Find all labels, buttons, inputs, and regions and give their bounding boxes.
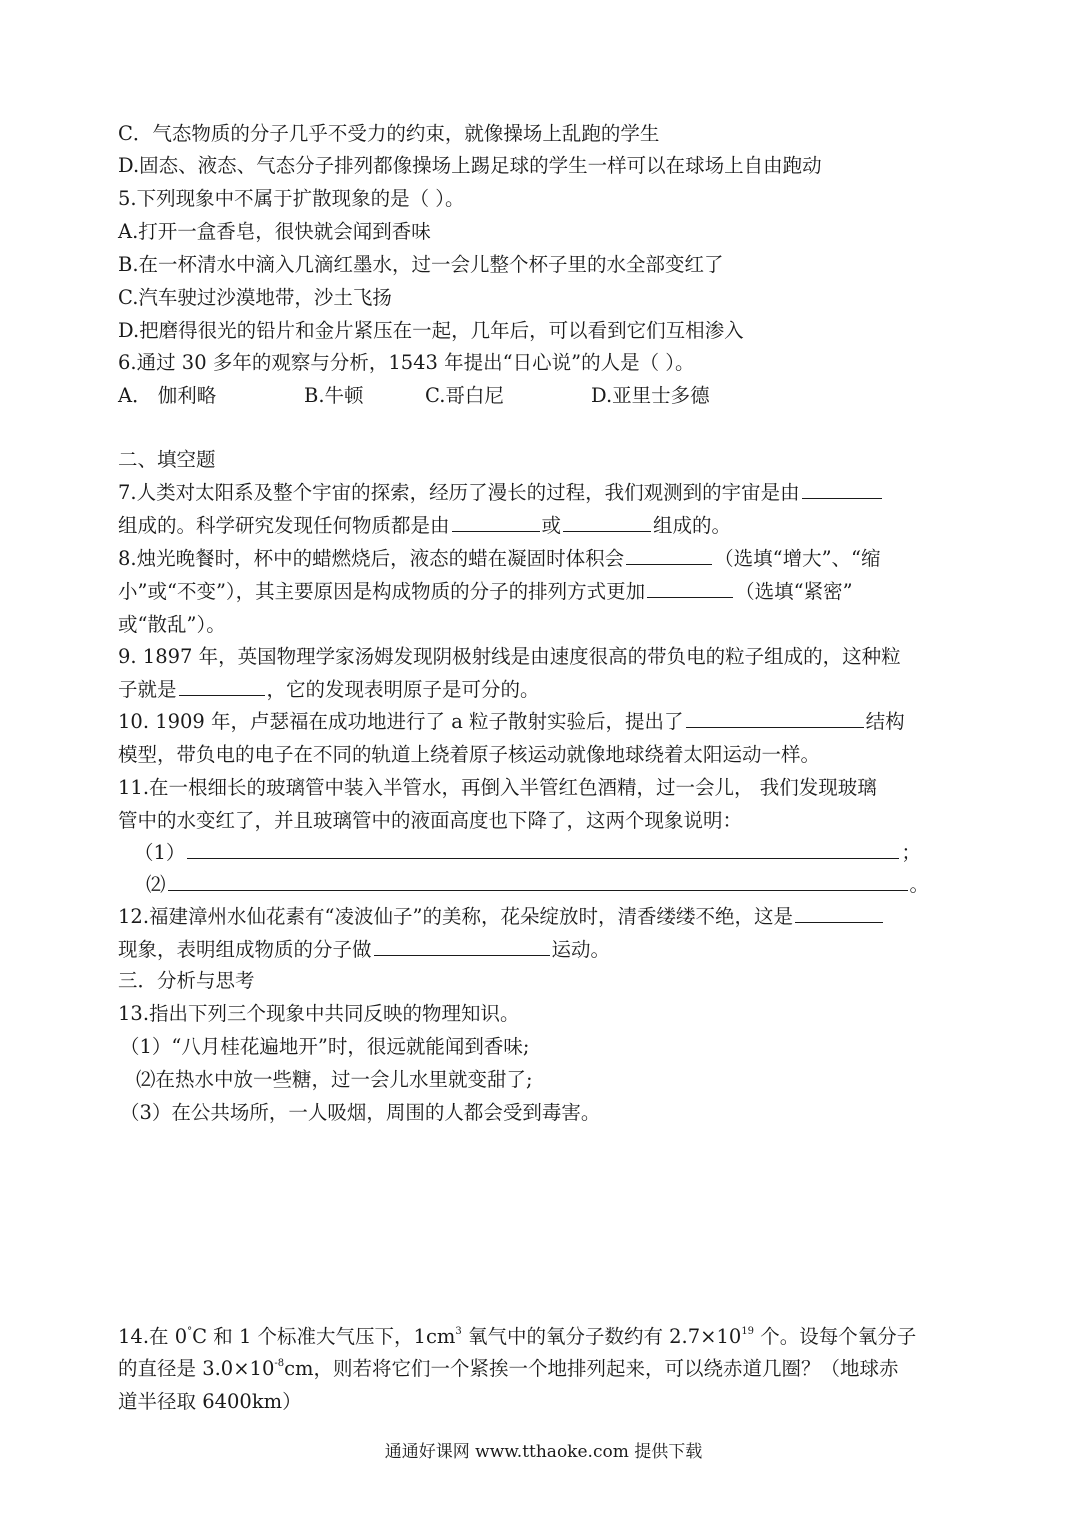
q8-text-3: 小”或“不变”），其主要原因是构成物质的分子的排列方式更加: [118, 580, 646, 603]
footer-credit: 通通好课网 www.tthaoke.com 提供下载: [384, 1442, 703, 1462]
q9-text-1: 子就是: [118, 678, 177, 701]
q13-stem: 13.指出下列三个现象中共同反映的物理知识。: [118, 1002, 520, 1025]
q13-sub-1: （1）“八月桂花遍地开”时，很远就能闻到香味;: [120, 1035, 530, 1058]
q4-option-c: C．气态物质的分子几乎不受力的约束，就像操场上乱跑的学生: [118, 122, 660, 145]
q12-text-3: 运动。: [551, 938, 611, 961]
answer-blank[interactable]: [452, 511, 540, 532]
q5-option-a: A.打开一盒香皂，很快就会闻到香味: [118, 220, 431, 243]
q14-text-4: 个。设每个氧分子: [754, 1325, 917, 1348]
q6-option-c: C.哥白尼: [425, 384, 504, 407]
q11-line-1: 11.在一根细长的玻璃管中装入半管水，再倒入半管红色酒精，过一会儿， 我们发现玻璃: [118, 776, 877, 799]
q10-line-2: 模型，带负电的电子在不同的轨道上绕着原子核运动就像地球绕着太阳运动一样。: [118, 743, 821, 766]
q14-text-1: 14.在 0: [118, 1325, 188, 1348]
q4-option-d: D.固态、液态、气态分子排列都像操场上踢足球的学生一样可以在球场上自由跑动: [118, 154, 822, 177]
q11-sub-2-label: ⑵: [146, 873, 166, 896]
q10-line-1: [118, 706, 978, 738]
q7-text-4: 组成的。: [653, 514, 732, 537]
exponent-sup: -8: [274, 1358, 285, 1369]
q11-sub-1: [134, 837, 994, 869]
cubic-sup: 3: [455, 1326, 462, 1337]
q9-text-2: ，它的发现表明原子是可分的。: [266, 678, 540, 701]
q11-sub-2-end: 。: [909, 873, 930, 896]
q7-text-1: 7.人类对太阳系及整个宇宙的探索，经历了漫长的过程，我们观测到的宇宙是由: [118, 481, 800, 504]
answer-blank[interactable]: [647, 577, 733, 598]
q8-line-2: [118, 576, 978, 608]
q14-line-1: [118, 1321, 978, 1353]
q14-line-3: 道半径取 6400km）: [118, 1390, 302, 1413]
q14-text-3: 氧气中的氧分子数约有 2.7×10: [461, 1325, 742, 1348]
q7-text-3: 或: [541, 514, 562, 537]
q6-option-b: B.牛顿: [304, 384, 364, 407]
q12-text-2: 现象，表明组成物质的分子做: [118, 938, 372, 961]
q12-line-1: [118, 901, 978, 933]
section-2-title: 二、填空题: [118, 448, 216, 471]
q6-option-a: A． 伽利略: [118, 384, 217, 407]
q6-options: [118, 380, 978, 412]
q12-line-2: [118, 934, 978, 966]
q9-line-2: [118, 674, 978, 706]
q5-stem: 5.下列现象中不属于扩散现象的是（ ）。: [118, 187, 465, 210]
degree-sup: °: [187, 1326, 193, 1337]
answer-blank[interactable]: [686, 707, 864, 728]
q11-sub-1-label: （1）: [134, 841, 186, 864]
q13-sub-2: ⑵在热水中放一些糖，过一会儿水里就变甜了;: [136, 1068, 533, 1091]
exponent-sup: 19: [741, 1326, 755, 1337]
q5-option-d: D.把磨得很光的铅片和金片紧压在一起，几年后，可以看到它们互相渗入: [118, 319, 744, 342]
q12-text-1: 12.福建漳州水仙花素有“凌波仙子”的美称，花朵绽放时，清香缕缕不绝，这是: [118, 905, 793, 928]
answer-blank[interactable]: [795, 902, 883, 923]
q11-sub-2: [146, 869, 1006, 901]
q5-option-c: C.汽车驶过沙漠地带，沙土飞扬: [118, 286, 392, 309]
q7-line-1: [118, 477, 978, 509]
q8-text-4: （选填“紧密”: [735, 580, 853, 603]
q9-line-1: 9. 1897 年，英国物理学家汤姆发现阴极射线是由速度很高的带负电的粒子组成的，这种粒: [118, 645, 901, 668]
q10-text-1: 10. 1909 年，卢瑟福在成功地进行了 a 粒子散射实验后，提出了: [118, 710, 684, 733]
answer-blank[interactable]: [179, 675, 265, 696]
q14-text-2: C 和 1 个标准大气压下，1cm: [192, 1325, 456, 1348]
q6-stem: 6.通过 30 多年的观察与分析，1543 年提出“日心说”的人是（ ）。: [118, 351, 695, 374]
q7-text-2: 组成的。科学研究发现任何物质都是由: [118, 514, 450, 537]
answer-blank[interactable]: [187, 838, 899, 859]
q8-line-3: 或“散乱”）。: [118, 613, 226, 636]
q5-option-b: B.在一杯清水中滴入几滴红墨水，过一会儿整个杯子里的水全部变红了: [118, 253, 724, 276]
q6-option-d: D.亚里士多德: [591, 384, 710, 407]
q14-text-6: cm，则若将它们一个紧挨一个地排列起来，可以绕赤道几圈？（地球赤: [284, 1357, 899, 1380]
q8-text-2: （选填“增大”、“缩: [714, 547, 881, 570]
q11-sub-1-end: ；: [901, 841, 921, 864]
q8-line-1: [118, 543, 978, 575]
q11-line-2: 管中的水变红了，并且玻璃管中的液面高度也下降了，这两个现象说明：: [118, 809, 743, 832]
answer-blank[interactable]: [168, 870, 908, 891]
answer-blank[interactable]: [626, 544, 712, 565]
q7-line-2: [118, 510, 978, 542]
answer-blank[interactable]: [802, 478, 882, 499]
q14-line-2: [118, 1353, 978, 1385]
q8-text-1: 8.烛光晚餐时，杯中的蜡燃烧后，液态的蜡在凝固时体积会: [118, 547, 625, 570]
q10-text-2: 结构: [865, 710, 905, 733]
section-3-title: 三．分析与思考: [118, 969, 255, 992]
q13-sub-3: （3）在公共场所，一人吸烟，周围的人都会受到毒害。: [120, 1101, 601, 1124]
answer-blank[interactable]: [563, 511, 651, 532]
answer-blank[interactable]: [374, 935, 550, 956]
q14-text-5: 的直径是 3.0×10: [118, 1357, 275, 1380]
